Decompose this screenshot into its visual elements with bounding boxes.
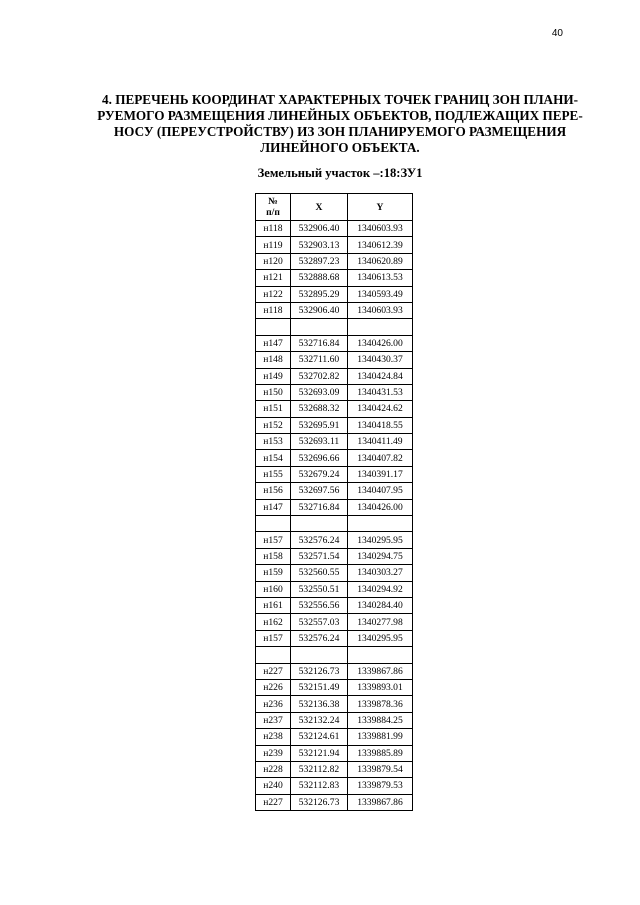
table-row xyxy=(256,434,413,450)
point-id-cell xyxy=(256,647,291,663)
y-coordinate-cell: 1339878.36 xyxy=(348,696,413,712)
table-row xyxy=(256,745,413,761)
x-coordinate-cell xyxy=(291,516,348,532)
header-y: Y xyxy=(348,194,413,221)
x-coordinate-cell: 532695.91 xyxy=(291,417,348,433)
table-row xyxy=(256,778,413,794)
y-coordinate-cell: 1339867.86 xyxy=(348,663,413,679)
point-id-cell: н157 xyxy=(256,630,291,646)
y-coordinate-cell: 1340431.53 xyxy=(348,384,413,400)
table-row xyxy=(256,614,413,630)
point-id-cell: н227 xyxy=(256,794,291,810)
y-coordinate-cell: 1339885.89 xyxy=(348,745,413,761)
x-coordinate-cell: 532679.24 xyxy=(291,466,348,482)
y-coordinate-cell: 1340418.55 xyxy=(348,417,413,433)
table-row xyxy=(256,630,413,646)
x-coordinate-cell: 532716.84 xyxy=(291,335,348,351)
x-coordinate-cell: 532711.60 xyxy=(291,352,348,368)
point-id-cell: н226 xyxy=(256,679,291,695)
point-id-cell: н236 xyxy=(256,696,291,712)
point-id-cell: н153 xyxy=(256,434,291,450)
table-row xyxy=(256,516,413,532)
heading-line: ЛИНЕЙНОГО ОБЪЕКТА. xyxy=(260,140,420,155)
y-coordinate-cell: 1340593.49 xyxy=(348,286,413,302)
point-id-cell: н147 xyxy=(256,335,291,351)
x-coordinate-cell: 532132.24 xyxy=(291,712,348,728)
y-coordinate-cell: 1340426.00 xyxy=(348,499,413,515)
point-id-cell: н161 xyxy=(256,597,291,613)
heading-line: РУЕМОГО РАЗМЕЩЕНИЯ ЛИНЕЙНЫХ ОБЪЕКТОВ, ПОДЛЕЖАЩИХ ПЕРЕ- xyxy=(97,108,583,123)
table-row xyxy=(256,597,413,613)
x-coordinate-cell: 532897.23 xyxy=(291,253,348,269)
y-coordinate-cell: 1340407.82 xyxy=(348,450,413,466)
table-row xyxy=(256,483,413,499)
coordinates-table xyxy=(255,193,413,811)
y-coordinate-cell: 1340277.98 xyxy=(348,614,413,630)
table-row xyxy=(256,761,413,777)
point-id-cell: н154 xyxy=(256,450,291,466)
point-id-cell xyxy=(256,319,291,335)
x-coordinate-cell: 532121.94 xyxy=(291,745,348,761)
table-row xyxy=(256,548,413,564)
point-id-cell: н150 xyxy=(256,384,291,400)
point-id-cell: н240 xyxy=(256,778,291,794)
point-id-cell: н152 xyxy=(256,417,291,433)
point-id-cell: н118 xyxy=(256,302,291,318)
table-row xyxy=(256,729,413,745)
table-row xyxy=(256,450,413,466)
table-row xyxy=(256,352,413,368)
x-coordinate-cell: 532688.32 xyxy=(291,401,348,417)
x-coordinate-cell: 532696.66 xyxy=(291,450,348,466)
heading-line: 4. ПЕРЕЧЕНЬ КООРДИНАТ ХАРАКТЕРНЫХ ТОЧЕК ГРАНИЦ ЗОН ПЛАНИ- xyxy=(102,92,578,107)
x-coordinate-cell: 532550.51 xyxy=(291,581,348,597)
point-id-cell: н157 xyxy=(256,532,291,548)
point-id-cell: н162 xyxy=(256,614,291,630)
y-coordinate-cell: 1340603.93 xyxy=(348,221,413,237)
table-row xyxy=(256,401,413,417)
point-id-cell: н160 xyxy=(256,581,291,597)
point-id-cell: н148 xyxy=(256,352,291,368)
y-coordinate-cell: 1339884.25 xyxy=(348,712,413,728)
y-coordinate-cell: 1340620.89 xyxy=(348,253,413,269)
point-id-cell: н239 xyxy=(256,745,291,761)
y-coordinate-cell: 1340613.53 xyxy=(348,270,413,286)
x-coordinate-cell: 532906.40 xyxy=(291,221,348,237)
table-row xyxy=(256,286,413,302)
table-row xyxy=(256,581,413,597)
x-coordinate-cell: 532136.38 xyxy=(291,696,348,712)
y-coordinate-cell xyxy=(348,516,413,532)
y-coordinate-cell: 1339879.53 xyxy=(348,778,413,794)
point-id-cell: н147 xyxy=(256,499,291,515)
table-row xyxy=(256,565,413,581)
point-id-cell: н159 xyxy=(256,565,291,581)
point-id-cell: н227 xyxy=(256,663,291,679)
y-coordinate-cell: 1340612.39 xyxy=(348,237,413,253)
table-row xyxy=(256,532,413,548)
point-id-cell: н238 xyxy=(256,729,291,745)
y-coordinate-cell: 1340303.27 xyxy=(348,565,413,581)
page-number: 40 xyxy=(551,28,563,39)
point-id-cell: н121 xyxy=(256,270,291,286)
y-coordinate-cell: 1340294.75 xyxy=(348,548,413,564)
y-coordinate-cell: 1339879.54 xyxy=(348,761,413,777)
x-coordinate-cell: 532557.03 xyxy=(291,614,348,630)
x-coordinate-cell: 532112.82 xyxy=(291,761,348,777)
point-id-cell: н158 xyxy=(256,548,291,564)
x-coordinate-cell: 532560.55 xyxy=(291,565,348,581)
table-row xyxy=(256,679,413,695)
table-row xyxy=(256,221,413,237)
table-row xyxy=(256,319,413,335)
point-id-cell: н120 xyxy=(256,253,291,269)
x-coordinate-cell: 532697.56 xyxy=(291,483,348,499)
point-id-cell: н151 xyxy=(256,401,291,417)
table-row xyxy=(256,335,413,351)
x-coordinate-cell: 532906.40 xyxy=(291,302,348,318)
table-row xyxy=(256,237,413,253)
point-id-cell: н122 xyxy=(256,286,291,302)
x-coordinate-cell: 532151.49 xyxy=(291,679,348,695)
point-id-cell: н118 xyxy=(256,221,291,237)
x-coordinate-cell: 532576.24 xyxy=(291,630,348,646)
y-coordinate-cell: 1340284.40 xyxy=(348,597,413,613)
table-header-row xyxy=(256,194,413,221)
x-coordinate-cell: 532112.83 xyxy=(291,778,348,794)
table-row xyxy=(256,794,413,810)
point-id-cell: н149 xyxy=(256,368,291,384)
point-id-cell: н228 xyxy=(256,761,291,777)
table-row xyxy=(256,466,413,482)
point-id-cell: н237 xyxy=(256,712,291,728)
y-coordinate-cell xyxy=(348,647,413,663)
section-heading xyxy=(90,92,590,156)
y-coordinate-cell: 1340391.17 xyxy=(348,466,413,482)
header-x: X xyxy=(291,194,348,221)
x-coordinate-cell: 532556.56 xyxy=(291,597,348,613)
x-coordinate-cell xyxy=(291,647,348,663)
y-coordinate-cell: 1340424.62 xyxy=(348,401,413,417)
y-coordinate-cell: 1340295.95 xyxy=(348,630,413,646)
x-coordinate-cell: 532895.29 xyxy=(291,286,348,302)
land-plot-subtitle: Земельный участок –:18:ЗУ1 xyxy=(257,166,423,180)
y-coordinate-cell: 1340603.93 xyxy=(348,302,413,318)
y-coordinate-cell: 1339893.01 xyxy=(348,679,413,695)
table-row xyxy=(256,384,413,400)
x-coordinate-cell: 532576.24 xyxy=(291,532,348,548)
point-id-cell: н156 xyxy=(256,483,291,499)
y-coordinate-cell: 1340426.00 xyxy=(348,335,413,351)
table-row xyxy=(256,712,413,728)
x-coordinate-cell: 532702.82 xyxy=(291,368,348,384)
x-coordinate-cell: 532693.11 xyxy=(291,434,348,450)
x-coordinate-cell: 532126.73 xyxy=(291,794,348,810)
table-row xyxy=(256,253,413,269)
table-row xyxy=(256,696,413,712)
x-coordinate-cell: 532903.13 xyxy=(291,237,348,253)
point-id-cell: н119 xyxy=(256,237,291,253)
table-row xyxy=(256,417,413,433)
y-coordinate-cell: 1339867.86 xyxy=(348,794,413,810)
table-row xyxy=(256,270,413,286)
y-coordinate-cell: 1340294.92 xyxy=(348,581,413,597)
table-row xyxy=(256,368,413,384)
y-coordinate-cell: 1340424.84 xyxy=(348,368,413,384)
x-coordinate-cell: 532124.61 xyxy=(291,729,348,745)
table-row xyxy=(256,663,413,679)
x-coordinate-cell: 532693.09 xyxy=(291,384,348,400)
point-id-cell xyxy=(256,516,291,532)
y-coordinate-cell: 1339881.99 xyxy=(348,729,413,745)
point-id-cell: н155 xyxy=(256,466,291,482)
y-coordinate-cell xyxy=(348,319,413,335)
x-coordinate-cell: 532126.73 xyxy=(291,663,348,679)
x-coordinate-cell xyxy=(291,319,348,335)
y-coordinate-cell: 1340407.95 xyxy=(348,483,413,499)
y-coordinate-cell: 1340295.95 xyxy=(348,532,413,548)
table-row xyxy=(256,499,413,515)
table-row xyxy=(256,647,413,663)
header-point-number: № п/п xyxy=(256,194,291,221)
x-coordinate-cell: 532716.84 xyxy=(291,499,348,515)
x-coordinate-cell: 532571.54 xyxy=(291,548,348,564)
heading-line: НОСУ (ПЕРЕУСТРОЙСТВУ) ИЗ ЗОН ПЛАНИРУЕМОГО РАЗМЕЩЕНИЯ xyxy=(113,124,567,139)
x-coordinate-cell: 532888.68 xyxy=(291,270,348,286)
table-row xyxy=(256,302,413,318)
y-coordinate-cell: 1340430.37 xyxy=(348,352,413,368)
y-coordinate-cell: 1340411.49 xyxy=(348,434,413,450)
table-body xyxy=(256,221,413,811)
